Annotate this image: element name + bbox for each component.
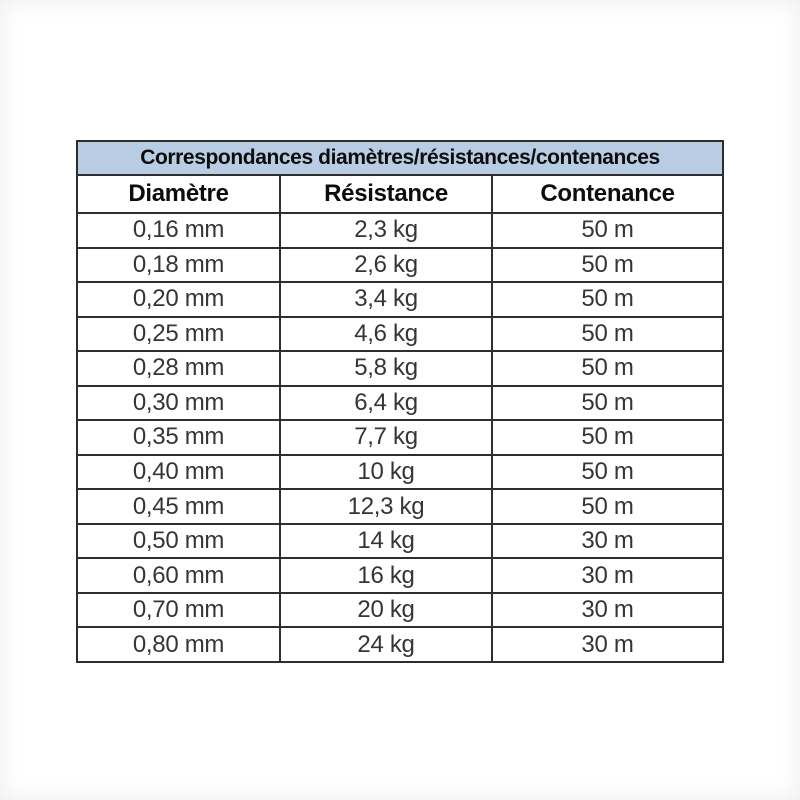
cell-diametre: 0,18 mm bbox=[77, 248, 280, 283]
cell-contenance: 30 m bbox=[492, 593, 723, 628]
table-header-row bbox=[77, 175, 723, 213]
cell-contenance: 50 m bbox=[492, 248, 723, 283]
table-title-row bbox=[77, 141, 723, 175]
cell-diametre: 0,35 mm bbox=[77, 420, 280, 455]
table-row bbox=[77, 593, 723, 628]
cell-diametre: 0,60 mm bbox=[77, 558, 280, 593]
cell-contenance: 50 m bbox=[492, 420, 723, 455]
cell-resistance: 6,4 kg bbox=[280, 386, 492, 421]
table-row bbox=[77, 627, 723, 662]
cell-diametre: 0,25 mm bbox=[77, 317, 280, 352]
cell-resistance: 7,7 kg bbox=[280, 420, 492, 455]
table-title: Correspondances diamètres/résistances/contenances bbox=[77, 141, 723, 175]
cell-diametre: 0,70 mm bbox=[77, 593, 280, 628]
table-body bbox=[77, 213, 723, 662]
cell-resistance: 10 kg bbox=[280, 455, 492, 490]
cell-contenance: 50 m bbox=[492, 386, 723, 421]
cell-resistance: 24 kg bbox=[280, 627, 492, 662]
table-row bbox=[77, 558, 723, 593]
cell-contenance: 50 m bbox=[492, 489, 723, 524]
cell-resistance: 2,3 kg bbox=[280, 213, 492, 248]
cell-resistance: 12,3 kg bbox=[280, 489, 492, 524]
table-row bbox=[77, 489, 723, 524]
cell-contenance: 50 m bbox=[492, 455, 723, 490]
table-row bbox=[77, 282, 723, 317]
cell-resistance: 16 kg bbox=[280, 558, 492, 593]
cell-contenance: 50 m bbox=[492, 282, 723, 317]
column-header-resistance: Résistance bbox=[280, 175, 492, 213]
cell-resistance: 14 kg bbox=[280, 524, 492, 559]
table-row bbox=[77, 386, 723, 421]
cell-resistance: 4,6 kg bbox=[280, 317, 492, 352]
table-row bbox=[77, 455, 723, 490]
cell-diametre: 0,45 mm bbox=[77, 489, 280, 524]
cell-resistance: 20 kg bbox=[280, 593, 492, 628]
cell-diametre: 0,16 mm bbox=[77, 213, 280, 248]
column-header-contenance: Contenance bbox=[492, 175, 723, 213]
cell-diametre: 0,50 mm bbox=[77, 524, 280, 559]
cell-contenance: 30 m bbox=[492, 524, 723, 559]
table-row bbox=[77, 351, 723, 386]
cell-contenance: 30 m bbox=[492, 627, 723, 662]
cell-contenance: 50 m bbox=[492, 213, 723, 248]
table-row bbox=[77, 317, 723, 352]
cell-diametre: 0,20 mm bbox=[77, 282, 280, 317]
column-header-diametre: Diamètre bbox=[77, 175, 280, 213]
cell-resistance: 5,8 kg bbox=[280, 351, 492, 386]
correspondence-table bbox=[76, 140, 724, 663]
cell-resistance: 2,6 kg bbox=[280, 248, 492, 283]
cell-diametre: 0,40 mm bbox=[77, 455, 280, 490]
cell-contenance: 30 m bbox=[492, 558, 723, 593]
cell-contenance: 50 m bbox=[492, 351, 723, 386]
table-row bbox=[77, 248, 723, 283]
table-row bbox=[77, 420, 723, 455]
cell-diametre: 0,28 mm bbox=[77, 351, 280, 386]
cell-contenance: 50 m bbox=[492, 317, 723, 352]
table-row bbox=[77, 213, 723, 248]
cell-diametre: 0,80 mm bbox=[77, 627, 280, 662]
cell-diametre: 0,30 mm bbox=[77, 386, 280, 421]
cell-resistance: 3,4 kg bbox=[280, 282, 492, 317]
table-row bbox=[77, 524, 723, 559]
